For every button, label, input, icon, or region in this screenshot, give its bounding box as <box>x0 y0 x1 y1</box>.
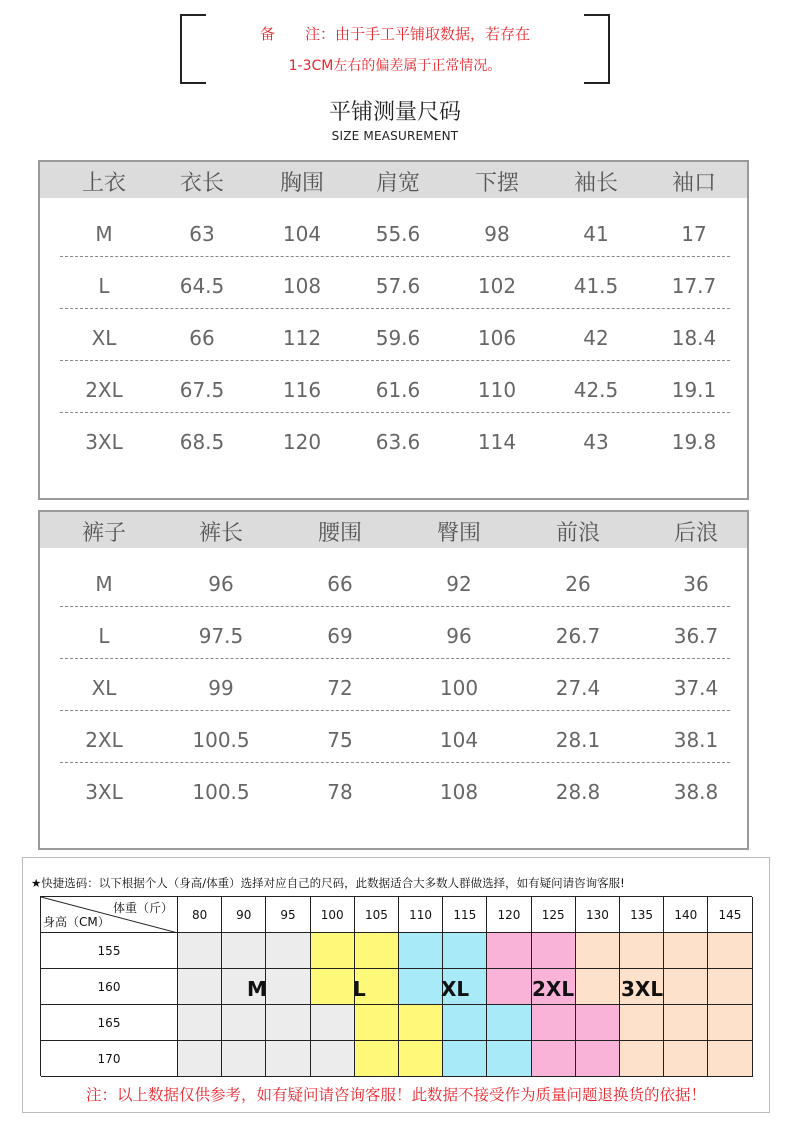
pants-table-cell: 38.8 <box>673 780 719 804</box>
size-zone-cell <box>532 1005 576 1041</box>
page-title: 平铺测量尺码 <box>328 100 461 125</box>
top-table-header-cell: 肩宽 <box>375 171 421 196</box>
weight-header: 110 <box>399 897 443 933</box>
pants-table-cell: 100 <box>439 676 479 700</box>
top-table-cell: 112 <box>282 326 322 350</box>
pants-table-cell: 99 <box>208 676 234 700</box>
zone-label: M <box>247 977 267 1001</box>
size-zone-cell <box>311 969 355 1005</box>
size-zone-cell <box>266 1005 310 1041</box>
top-table-cell: 19.8 <box>671 430 717 454</box>
top-table-cell: 59.6 <box>375 326 421 350</box>
size-zone-cell <box>532 933 576 969</box>
top-table-cell: 98 <box>484 222 510 246</box>
size-zone-cell <box>222 1005 266 1041</box>
size-zone-cell <box>487 933 531 969</box>
top-table-cell: 57.6 <box>375 274 421 298</box>
pants-table-header-cell: 前浪 <box>555 521 601 546</box>
size-zone-cell <box>178 969 222 1005</box>
pants-table-cell: 72 <box>327 676 353 700</box>
top-table-header-cell: 胸围 <box>279 171 325 196</box>
size-zone-cell <box>399 1005 443 1041</box>
top-table-cell: 102 <box>477 274 517 298</box>
size-zone-cell <box>311 933 355 969</box>
size-grid <box>40 896 752 1076</box>
note-line-1: 备 注：由于手工平铺取数据，若存在 <box>259 25 530 43</box>
size-zone-cell <box>708 933 752 969</box>
size-zone-cell <box>355 1005 399 1041</box>
pants-table-header-row <box>40 512 747 548</box>
note-line-2: 1-3CM左右的偏差属于正常情况。 <box>288 58 502 74</box>
height-label: 170 <box>41 1041 178 1077</box>
size-zone-cell <box>664 933 708 969</box>
size-zone-cell <box>399 933 443 969</box>
top-table-cell: 68.5 <box>179 430 225 454</box>
pants-table-cell: 26 <box>565 572 591 596</box>
pants-table-cell: 38.1 <box>673 728 719 752</box>
top-table-cell: 66 <box>189 326 215 350</box>
top-table-header-cell: 上衣 <box>81 171 127 196</box>
page-subtitle: SIZE MEASUREMENT <box>331 129 459 143</box>
weight-header: 95 <box>266 897 310 933</box>
row-divider <box>60 308 730 309</box>
pants-table-header-cell: 腰围 <box>317 521 363 546</box>
top-table-cell: 17.7 <box>671 274 717 298</box>
quick-size-selector <box>22 857 770 1113</box>
weight-header: 100 <box>311 897 355 933</box>
weight-header: 130 <box>576 897 620 933</box>
size-zone-cell <box>178 1005 222 1041</box>
size-zone-cell <box>355 1041 399 1077</box>
size-zone-cell <box>576 969 620 1005</box>
size-zone-cell <box>708 969 752 1005</box>
size-zone-cell <box>576 1005 620 1041</box>
top-table-cell: 114 <box>477 430 517 454</box>
weight-header: 140 <box>664 897 708 933</box>
pants-table-cell: 27.4 <box>555 676 601 700</box>
size-zone-cell <box>708 1041 752 1077</box>
pants-table-size-label: XL <box>91 676 117 700</box>
size-zone-cell <box>620 1005 664 1041</box>
top-table-cell: 18.4 <box>671 326 717 350</box>
top-table-cell: 120 <box>282 430 322 454</box>
top-table-header-cell: 袖口 <box>671 171 717 196</box>
size-zone-cell <box>576 933 620 969</box>
top-table-cell: 55.6 <box>375 222 421 246</box>
size-zone-cell <box>311 1041 355 1077</box>
top-table-cell: 61.6 <box>375 378 421 402</box>
top-table-header-cell: 下摆 <box>474 171 520 196</box>
pants-table-header-cell: 后浪 <box>673 521 719 546</box>
size-zone-cell <box>399 1041 443 1077</box>
weight-header: 105 <box>355 897 399 933</box>
weight-header: 115 <box>443 897 487 933</box>
pants-table-cell: 96 <box>208 572 234 596</box>
note-box <box>180 14 610 82</box>
size-zone-cell <box>399 969 443 1005</box>
top-table-header-row <box>40 162 747 198</box>
pants-size-table <box>38 510 749 850</box>
pants-table-cell: 69 <box>327 624 353 648</box>
zone-label: XL <box>441 977 470 1001</box>
height-label: 155 <box>41 933 178 969</box>
row-divider <box>60 762 730 763</box>
pants-table-cell: 36 <box>683 572 709 596</box>
quick-select-title: ★快捷选码：以下根据个人（身高/体重）选择对应自己的尺码，此数据适合大多数人群做选择，如有疑问请咨询客服! <box>31 876 625 890</box>
size-zone-cell <box>266 1041 310 1077</box>
pants-table-header-cell: 臀围 <box>436 521 482 546</box>
weight-header: 145 <box>708 897 752 933</box>
weight-axis-label: 体重（斤） <box>112 901 173 915</box>
size-zone-cell <box>443 1005 487 1041</box>
pants-table-cell: 104 <box>439 728 479 752</box>
size-zone-cell <box>620 1041 664 1077</box>
row-divider <box>60 360 730 361</box>
top-table-size-label: 3XL <box>85 430 123 454</box>
row-divider <box>60 658 730 659</box>
top-table-cell: 106 <box>477 326 517 350</box>
row-divider <box>60 256 730 257</box>
top-table-size-label: M <box>95 222 113 246</box>
top-table-cell: 42.5 <box>573 378 619 402</box>
pants-table-cell: 66 <box>327 572 353 596</box>
pants-table-cell: 97.5 <box>198 624 244 648</box>
size-zone-cell <box>266 969 310 1005</box>
size-zone-cell <box>532 1041 576 1077</box>
size-zone-cell <box>664 969 708 1005</box>
size-zone-cell <box>487 969 531 1005</box>
size-zone-cell <box>664 1005 708 1041</box>
size-zone-cell <box>178 933 222 969</box>
pants-table-cell: 26.7 <box>555 624 601 648</box>
weight-header: 135 <box>620 897 664 933</box>
pants-table-cell: 75 <box>327 728 353 752</box>
top-table-cell: 41.5 <box>573 274 619 298</box>
pants-table-size-label: 2XL <box>85 728 123 752</box>
top-table-header-cell: 袖长 <box>573 171 619 196</box>
top-table-cell: 110 <box>477 378 517 402</box>
zone-label: L <box>353 977 366 1001</box>
size-zone-cell <box>443 1041 487 1077</box>
size-zone-cell <box>222 933 266 969</box>
weight-header: 90 <box>222 897 266 933</box>
size-zone-cell <box>487 1041 531 1077</box>
size-zone-cell <box>576 1041 620 1077</box>
height-label: 160 <box>41 969 178 1005</box>
size-zone-cell <box>311 1005 355 1041</box>
top-table-cell: 116 <box>282 378 322 402</box>
row-divider <box>60 710 730 711</box>
size-zone-cell <box>443 933 487 969</box>
pants-table-cell: 78 <box>327 780 353 804</box>
pants-table-size-label: M <box>95 572 113 596</box>
pants-table-cell: 28.8 <box>555 780 601 804</box>
pants-table-cell: 37.4 <box>673 676 719 700</box>
top-table-cell: 63 <box>189 222 215 246</box>
top-table-cell: 67.5 <box>179 378 225 402</box>
footer-note: 注：以上数据仅供参考，如有疑问请咨询客服！此数据不接受作为质量问题退换货的依据！ <box>85 1086 706 1104</box>
height-axis-label: 身高（CM） <box>43 915 110 929</box>
top-table-size-label: XL <box>91 326 117 350</box>
zone-label: 2XL <box>532 977 575 1001</box>
size-zone-cell <box>222 1041 266 1077</box>
top-table-cell: 104 <box>282 222 322 246</box>
top-table-cell: 63.6 <box>375 430 421 454</box>
pants-table-cell: 96 <box>446 624 472 648</box>
top-table-size-label: L <box>98 274 110 298</box>
pants-table-cell: 100.5 <box>192 728 250 752</box>
pants-table-cell: 108 <box>439 780 479 804</box>
size-zone-cell <box>355 933 399 969</box>
size-zone-cell <box>708 1005 752 1041</box>
top-table-header-cell: 衣长 <box>179 171 225 196</box>
top-table-cell: 42 <box>583 326 609 350</box>
weight-header: 125 <box>532 897 576 933</box>
size-zone-cell <box>487 1005 531 1041</box>
pants-table-header-cell: 裤长 <box>198 521 244 546</box>
height-label: 165 <box>41 1005 178 1041</box>
size-zone-cell <box>620 933 664 969</box>
grid-corner <box>41 897 178 933</box>
size-zone-cell <box>266 933 310 969</box>
top-table-cell: 41 <box>583 222 609 246</box>
top-table-cell: 108 <box>282 274 322 298</box>
size-zone-cell <box>664 1041 708 1077</box>
pants-table-cell: 28.1 <box>555 728 601 752</box>
pants-table-header-cell: 裤子 <box>81 521 127 546</box>
weight-header: 80 <box>178 897 222 933</box>
pants-table-cell: 100.5 <box>192 780 250 804</box>
row-divider <box>60 606 730 607</box>
row-divider <box>60 412 730 413</box>
size-zone-cell <box>178 1041 222 1077</box>
pants-table-cell: 92 <box>446 572 472 596</box>
top-table-cell: 64.5 <box>179 274 225 298</box>
top-size-table <box>38 160 749 500</box>
weight-header: 120 <box>487 897 531 933</box>
pants-table-cell: 36.7 <box>673 624 719 648</box>
top-table-size-label: 2XL <box>85 378 123 402</box>
pants-table-size-label: L <box>98 624 110 648</box>
top-table-cell: 17 <box>681 222 707 246</box>
top-table-cell: 43 <box>583 430 609 454</box>
zone-label: 3XL <box>621 977 664 1001</box>
pants-table-size-label: 3XL <box>85 780 123 804</box>
top-table-cell: 19.1 <box>671 378 717 402</box>
